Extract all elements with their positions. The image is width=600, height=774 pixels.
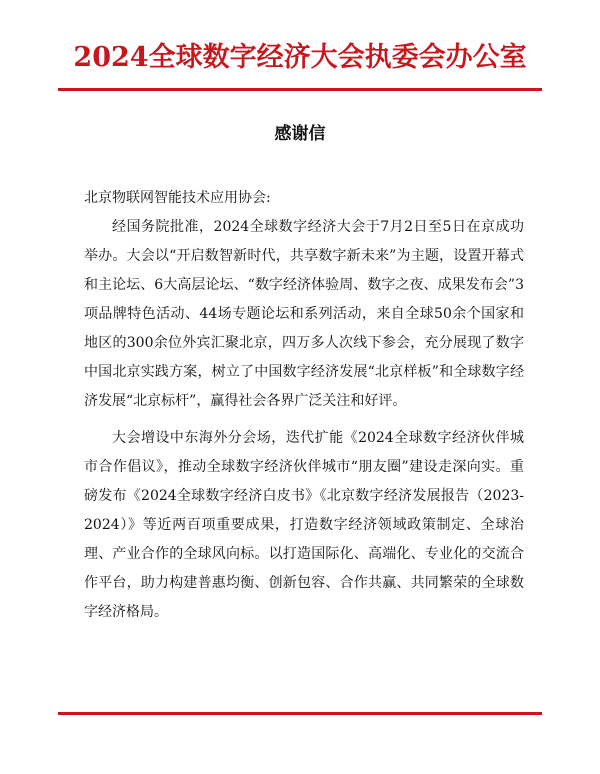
paragraph-2: 大会增设中东海外分会场，迭代扩能《2024全球数字经济伙伴城市合作倡议》，推动全球数字经济伙伴城市“朋友圈”建设走深向实。重磅发布《2024全球数字经济白皮书》《北京数字经济发展报告（2023-2024）》等近两百项重要成果，打造数字经济领域政策制定、全球治理、产业合作的全球风向标。以打造国际化、高端化、专业化的交流合作平台，助力构建普惠均衡、创新包容、合作共赢、共同繁荣的全球数字经济格局。 [84,430,524,620]
letterhead-divider [58,88,542,91]
paragraph-1: 经国务院批准，2024全球数字经济大会于7月2日至5日在京成功举办。大会以“开启数智新时代，共享数字新未来”为主题，设置开幕式和主论坛、6大高层论坛、“数字经济体验周、数字之夜、成果发布会”3项品牌特色活动、44场专题论坛和系列活动，来自全球50余个国家和地区的300余位外宾汇聚北京，四万多人次线下参会，充分展现了数字中国北京实践方案，树立了中国数字经济发展“北京样板”和全球数字经济发展“北京标杆”，赢得社会各界广泛关注和好评。 [84,219,524,409]
letter-body [84,184,524,627]
letter-title: 感谢信 [274,124,326,144]
footer-divider [58,712,542,715]
letterhead-title: 2024全球数字经济大会执委会办公室 [73,42,527,73]
salutation: 北京物联网智能技术应用协会: [84,190,271,206]
